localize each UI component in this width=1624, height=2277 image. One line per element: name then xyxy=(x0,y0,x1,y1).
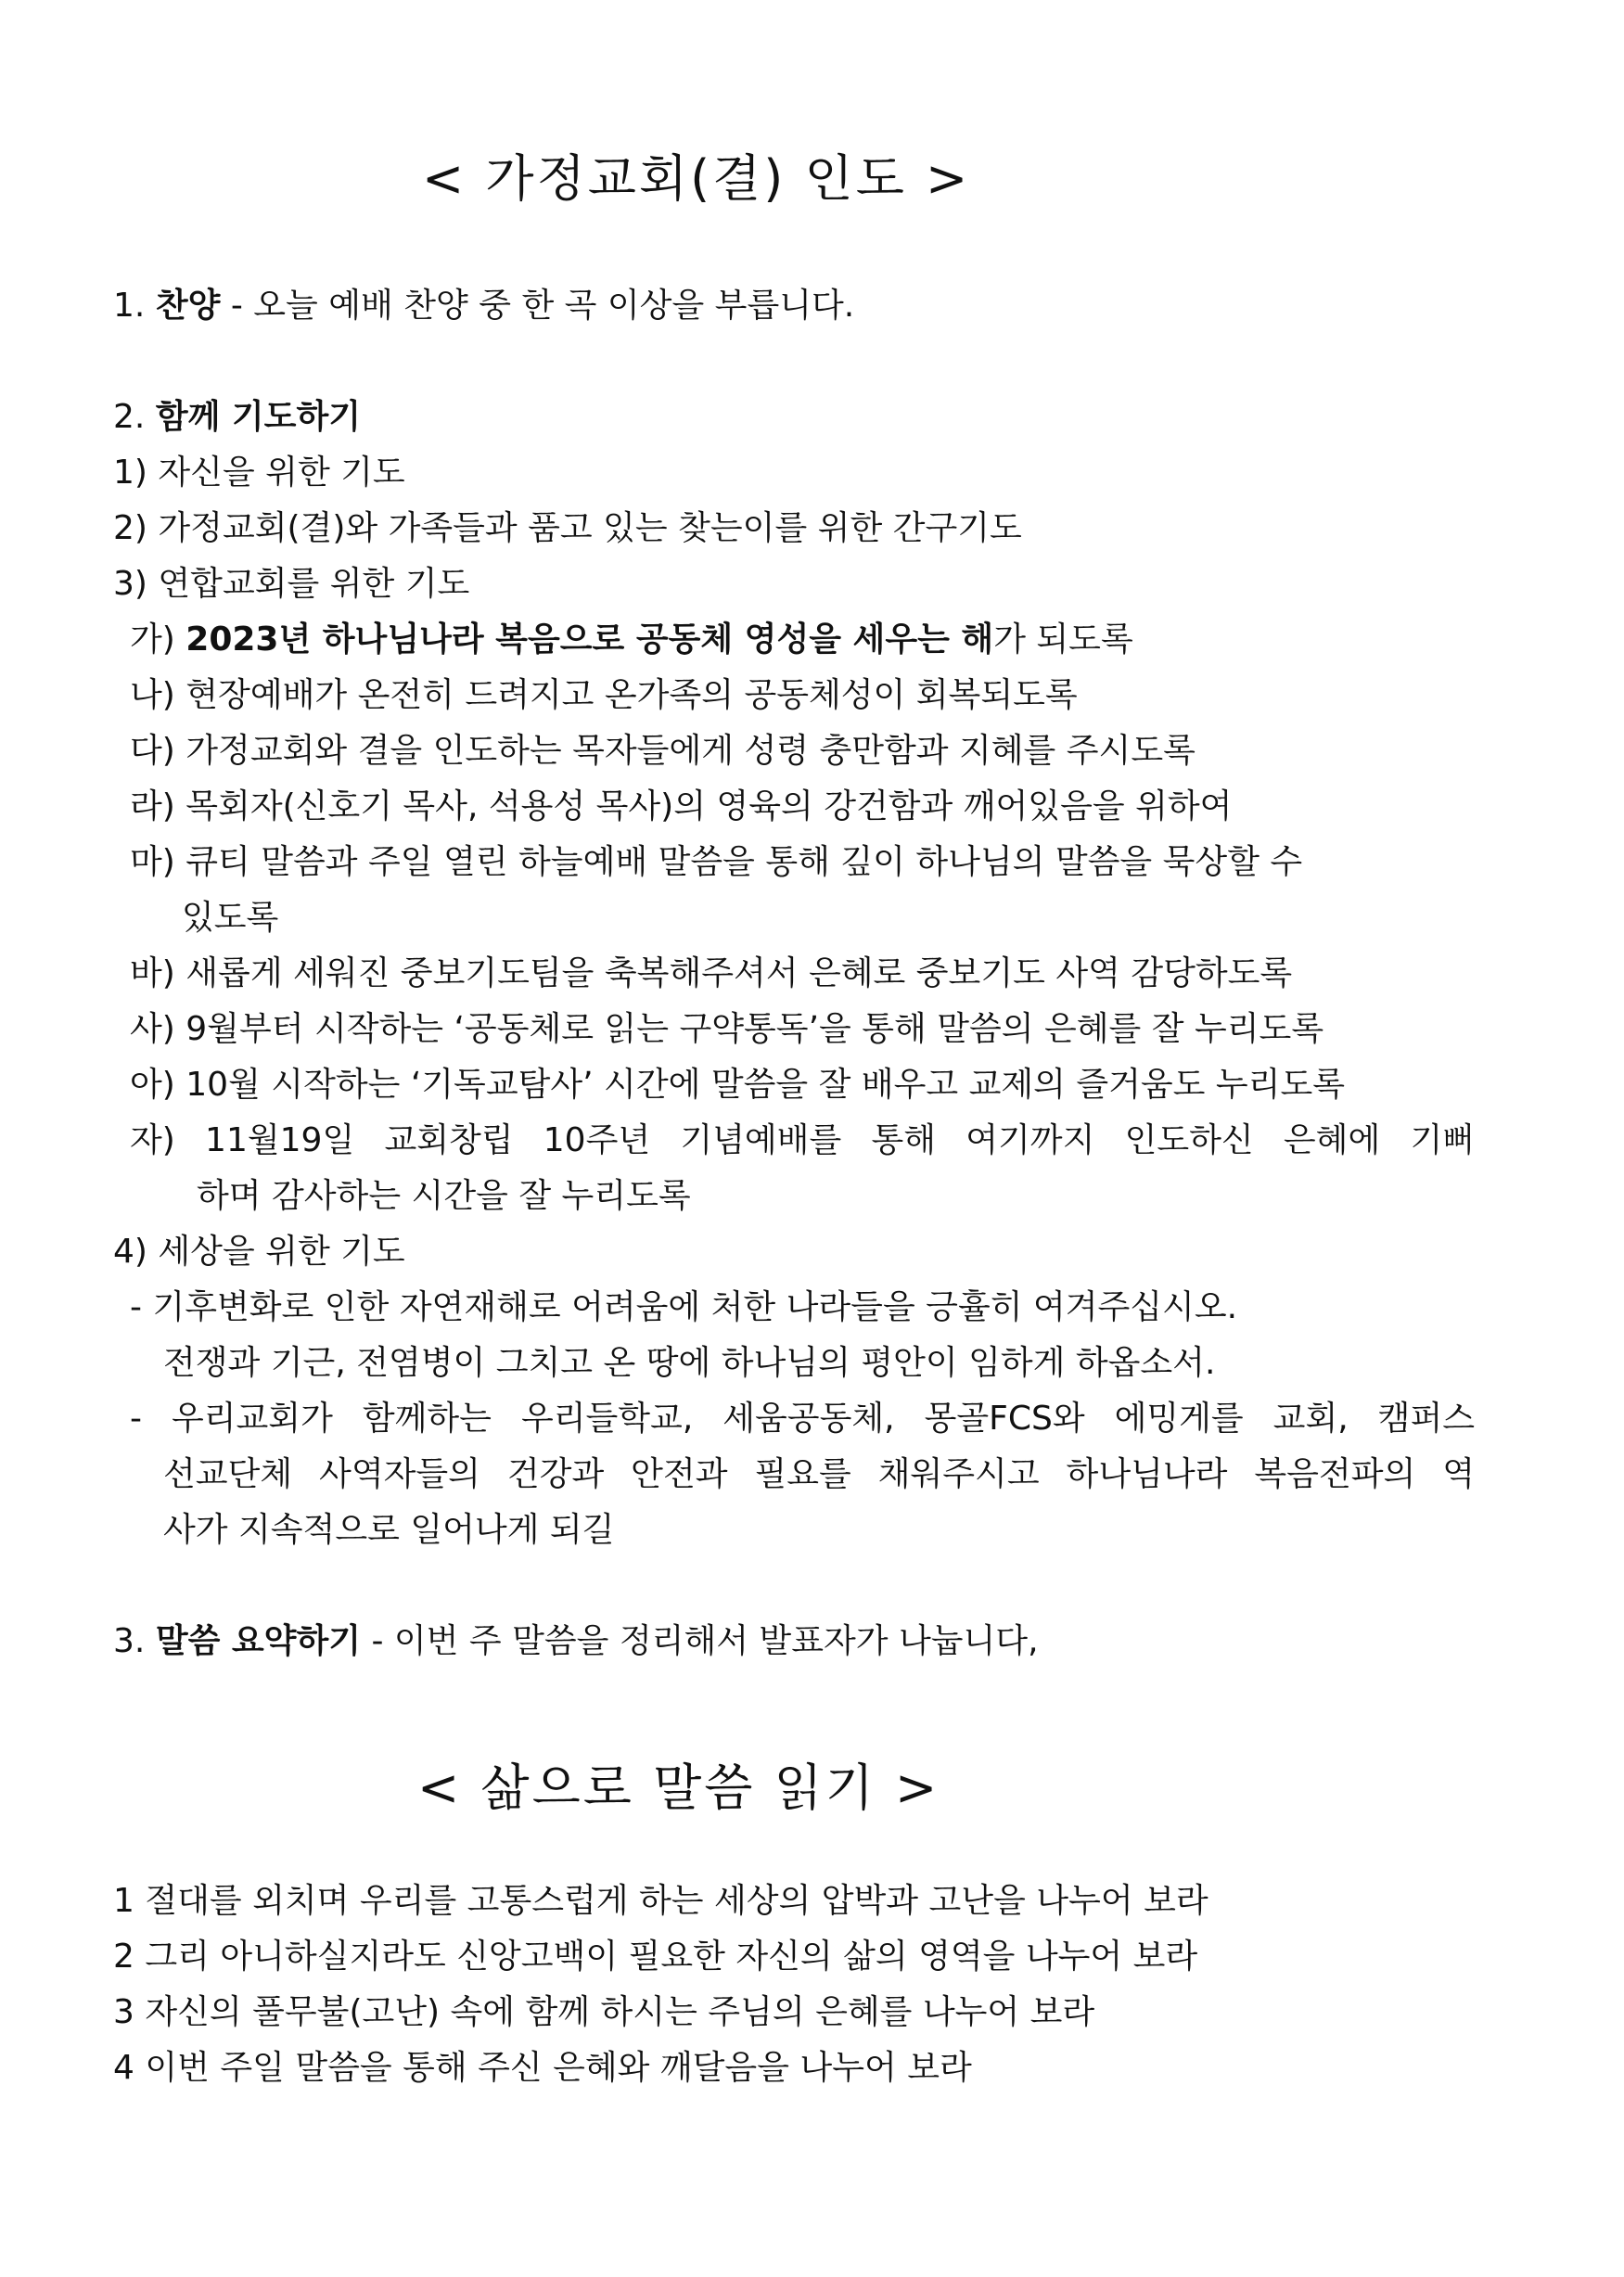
church-prayer-ga xyxy=(130,620,1133,660)
section-number: 3. xyxy=(113,1622,146,1660)
reading-question-1: 1 절대를 외치며 우리를 고통스럽게 하는 세상의 압박과 고난을 나누어 보라 xyxy=(113,1882,1208,1920)
prayer-item-world: 4) 세상을 위한 기도 xyxy=(113,1233,405,1271)
reading-question-4: 4 이번 주일 말씀을 통해 주신 은혜와 깨달음을 나누어 보라 xyxy=(113,2049,972,2087)
church-prayer-ba: 바) 새롭게 세워진 중보기도팀을 축복해주셔서 은혜로 중보기도 사역 감당하도록 xyxy=(130,954,1293,992)
world-prayer-2-end: 사가 지속적으로 일어나게 되길 xyxy=(163,1511,615,1549)
section-summary xyxy=(113,1621,1039,1662)
prayer-item-church: 3) 연합교회를 위한 기도 xyxy=(113,565,470,603)
section-text: - 오늘 예배 찬양 중 한 곡 이상을 부릅니다. xyxy=(230,287,855,325)
section-label: 말씀 요약하기 xyxy=(155,1622,362,1660)
reading-question-3: 3 자신의 풀무불(고난) 속에 함께 하시는 주님의 은혜를 나누어 보라 xyxy=(113,1993,1095,2031)
church-prayer-da: 다) 가정교회와 결을 인도하는 목자들에게 성령 충만함과 지혜를 주시도록 xyxy=(130,732,1196,770)
church-prayer-ra: 라) 목회자(신호기 목사, 석용성 목사)의 영육의 강건함과 깨어있음을 위하여 xyxy=(130,787,1233,825)
year-theme: 2023년 하나님나라 복음으로 공동체 영성을 세우는 해 xyxy=(185,620,994,659)
section-number: 2. xyxy=(113,398,146,436)
church-prayer-ja: 자) 11월19일 교회창립 10주년 기념예배를 통해 여기까지 인도하신 은혜에 기뻐 xyxy=(130,1121,1475,1159)
church-prayer-ma: 마) 큐티 말씀과 주일 열린 하늘예배 말씀을 통해 깊이 하나님의 말씀을 묵상할 수 xyxy=(130,843,1303,881)
world-prayer-1-cont: 전쟁과 기근, 전염병이 그치고 온 땅에 하나님의 평안이 임하게 하옵소서. xyxy=(163,1344,1216,1382)
prayer-item-family: 2) 가정교회(결)와 가족들과 품고 있는 찾는이를 위한 간구기도 xyxy=(113,509,1022,547)
church-prayer-ja-cont: 하며 감사하는 시간을 잘 누리도록 xyxy=(197,1177,691,1215)
reading-question-2: 2 그리 아니하실지라도 신앙고백이 필요한 자신의 삶의 영역을 나누어 보라 xyxy=(113,1938,1198,1976)
church-prayer-na: 나) 현장예배가 온전히 드려지고 온가족의 공동체성이 회복되도록 xyxy=(130,676,1078,714)
list-text: 가 되도록 xyxy=(993,620,1133,659)
reading-title: < 삶으로 말씀 읽기 > xyxy=(417,1759,940,1817)
church-prayer-a: 아) 10월 시작하는 ‘기독교탐사’ 시간에 말씀을 잘 배우고 교제의 즐거움도 누리도록 xyxy=(130,1066,1346,1104)
page-title: < 가정교회(결) 인도 > xyxy=(422,149,971,208)
world-prayer-2: - 우리교회가 함께하는 우리들학교, 세움공동체, 몽골FCS와 에밍게를 교회, 캠퍼스 xyxy=(130,1400,1475,1438)
world-prayer-1: - 기후변화로 인한 자연재해로 어려움에 처한 나라들을 긍휼히 여겨주십시오. xyxy=(130,1288,1238,1326)
section-label: 찬양 xyxy=(155,287,221,325)
section-praise xyxy=(113,286,854,326)
list-marker: 가) xyxy=(130,620,186,659)
prayer-item-self: 1) 자신을 위한 기도 xyxy=(113,454,405,492)
church-prayer-sa: 사) 9월부터 시작하는 ‘공동체로 읽는 구약통독’을 통해 말씀의 은혜를 잘 누리도록 xyxy=(130,1010,1324,1048)
section-label: 함께 기도하기 xyxy=(155,398,362,436)
section-text: - 이번 주 말씀을 정리해서 발표자가 나눕니다, xyxy=(371,1622,1039,1660)
world-prayer-2-cont: 선교단체 사역자들의 건강과 안전과 필요를 채워주시고 하나님나라 복음전파의 역 xyxy=(163,1455,1475,1493)
section-prayer-heading xyxy=(113,397,361,438)
church-prayer-ma-cont: 있도록 xyxy=(182,899,279,937)
section-number: 1. xyxy=(113,287,146,325)
